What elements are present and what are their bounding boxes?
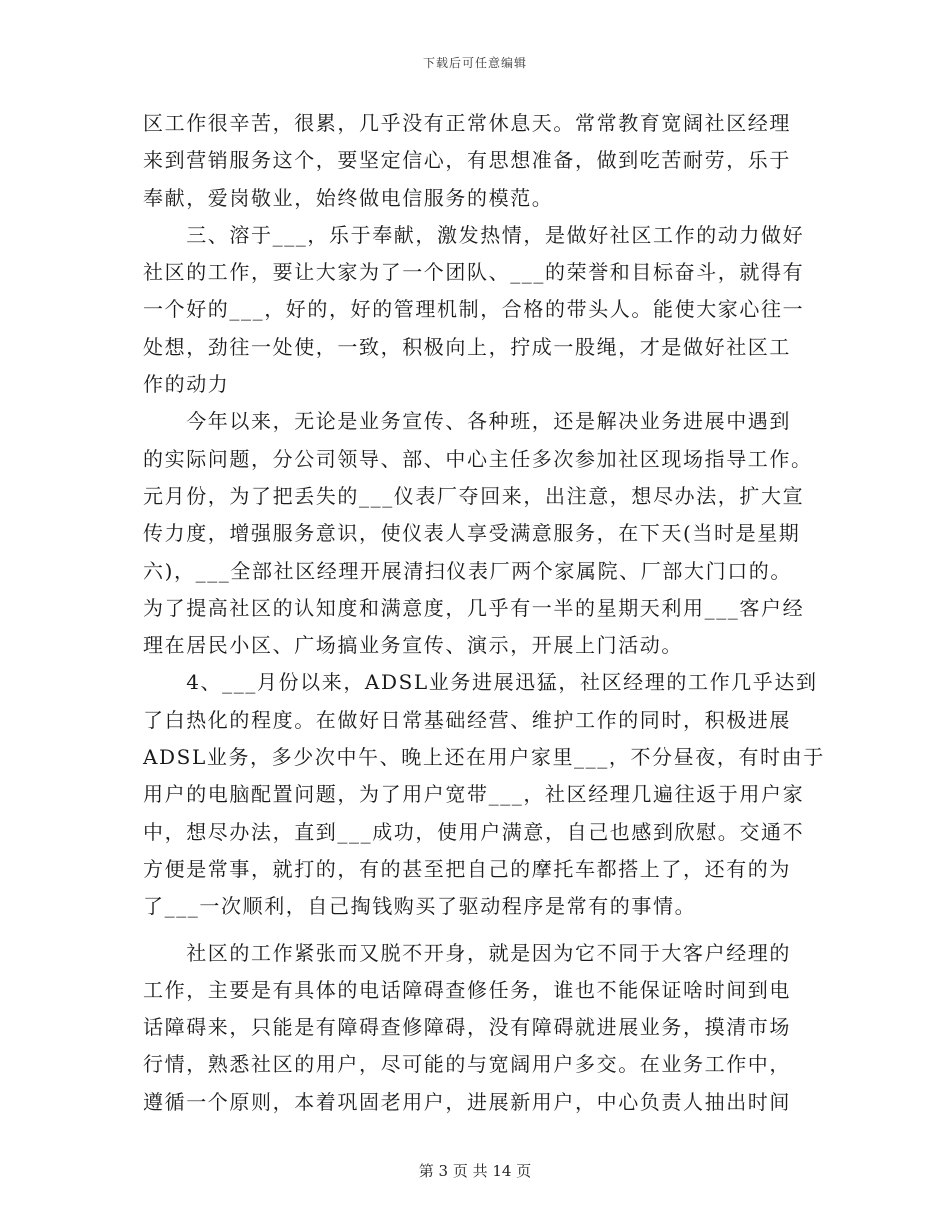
text-line: 今年以来，无论是业务宣传、各种班，还是解决业务进展中遇到	[143, 409, 791, 434]
text-line: 区工作很辛苦，很累，几乎没有正常休息天。常常教育宽阔社区经理	[143, 111, 791, 135]
text-line: 处想，劲往一处使，一致，积极向上，拧成一股绳，才是做好社区工	[143, 334, 791, 359]
text-line: 一个好的___，好的，好的管理机制，合格的带头人。能使大家心往一	[143, 297, 805, 322]
text-line: 社区的工作紧张而又脱不开身，就是因为它不同于大客户经理的	[143, 940, 791, 965]
text-line: 理在居民小区、广场搞业务宣传、演示，开展上门活动。	[143, 633, 683, 658]
text-line: 社区的工作，要让大家为了一个团队、___的荣誉和目标奋斗，就得有	[143, 260, 805, 285]
text-line: 了白热化的程度。在做好日常基础经营、维护工作的同时，积极进展	[143, 707, 791, 732]
page-header-note: 下载后可任意编辑	[422, 56, 527, 70]
document-body	[143, 105, 825, 1121]
page-number: 第 3 页 共 14 页	[418, 1162, 532, 1180]
text-line: 4、___月份以来，ADSL业务进展迅猛，社区经理的工作几乎达到	[143, 670, 818, 695]
text-line: 作的动力	[143, 372, 230, 397]
text-line: 中，想尽办法，直到___成功，使用户满意，自己也感到欣慰。交通不	[143, 819, 805, 844]
text-line: 行情，熟悉社区的用户，尽可能的与宽阔用户多交。在业务工作中，	[143, 1052, 791, 1077]
text-line: 的实际问题，分公司领导、部、中心主任多次参加社区现场指导工作。	[143, 446, 813, 471]
text-line: 方便是常事，就打的，有的甚至把自己的摩托车都搭上了，还有的为	[143, 856, 791, 881]
text-line: 传力度，增强服务意识，使仪表人享受满意服务，在下天(当时是星期	[143, 521, 801, 546]
text-line: 工作，主要是有具体的电话障碍查修任务，谁也不能保证啥时间到电	[143, 977, 791, 1002]
text-line: ADSL业务，多少次中午、晚上还在用户家里___，不分昼夜，有时由于	[143, 745, 825, 770]
text-line: 来到营销服务这个，要坚定信心，有思想准备，做到吃苦耐劳，乐于	[143, 148, 791, 173]
text-line: 用户的电脑配置问题，为了用户宽带___，社区经理几遍往返于用户家	[143, 782, 805, 807]
text-line: 为了提高社区的认知度和满意度，几乎有一半的星期天利用___客户经	[143, 595, 805, 620]
text-line: 遵循一个原则，本着巩固老用户，进展新用户，中心负责人抽出时间	[143, 1089, 791, 1114]
text-line: 奉献，爱岗敬业，始终做电信服务的模范。	[143, 185, 554, 210]
text-line: 三、溶于___，乐于奉献，激发热情，是做好社区工作的动力做好	[143, 222, 805, 247]
text-line: 元月份，为了把丢失的___仪表厂夺回来，出注意，想尽办法，扩大宣	[143, 483, 805, 508]
text-line: 六)，___全部社区经理开展清扫仪表厂两个家属院、厂部大门口的。	[143, 558, 793, 583]
text-line: 话障碍来，只能是有障碍查修障碍，没有障碍就进展业务，摸清市场	[143, 1015, 791, 1040]
text-line: 了___一次顺利，自己掏钱购买了驱动程序是常有的事情。	[143, 894, 697, 919]
